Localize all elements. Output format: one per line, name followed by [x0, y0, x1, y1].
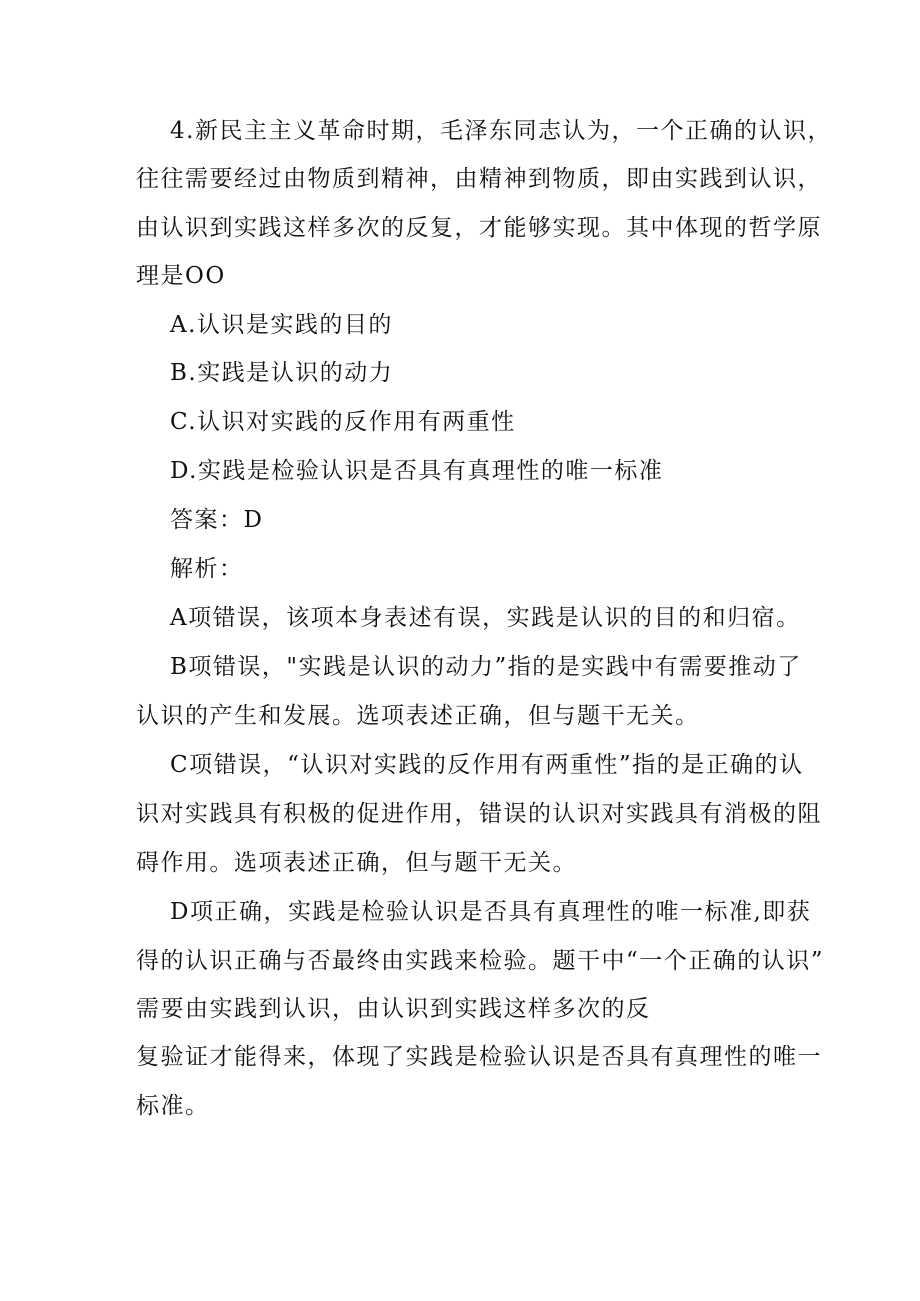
option-d: D.实践是检验认识是否具有真理性的唯一标准: [170, 458, 664, 484]
question-line-1: 4.新民主主义革命时期，毛泽东同志认为，一个正确的认识，: [170, 118, 832, 144]
analysis-c-line-3: 碍作用。选项表述正确，但与题干无关。: [136, 850, 577, 876]
option-b: B.实践是认识的动力: [170, 360, 394, 386]
analysis-d-line-3: 需要由实践到认识，由认识到实践这样多次的反: [136, 996, 651, 1022]
option-a: A.认识是实践的目的: [170, 312, 393, 338]
analysis-d-line-4: 复验证才能得来，体现了实践是检验认识是否具有真理性的唯一: [136, 1044, 822, 1070]
analysis-c-line-2: 识对实践具有积极的促进作用，错误的认识对实践具有消极的阻: [136, 801, 822, 827]
analysis-b-line-1: B项错误，"实践是认识的动力”指的是实践中有需要推动了: [170, 654, 802, 680]
analysis-d-line-5: 标准。: [136, 1093, 210, 1119]
question-line-4: 理是OO: [136, 263, 226, 289]
analysis-label: 解析：: [170, 556, 244, 582]
answer: 答案：D: [170, 507, 264, 533]
question-line-2: 往往需要经过由物质到精神，由精神到物质，即由实践到认识，: [136, 166, 822, 192]
analysis-d-line-2: 得的认识正确与否最终由实践来检验。题干中“一个正确的认识”: [136, 948, 825, 974]
analysis-c-line-1: C项错误，“认识对实践的反作用有两重性”指的是正确的认: [170, 752, 804, 778]
question-line-3: 由认识到实践这样多次的反复，才能够实现。其中体现的哲学原: [136, 215, 822, 241]
option-c: C.认识对实践的反作用有两重性: [170, 409, 516, 435]
analysis-b-line-2: 认识的产生和发展。选项表述正确，但与题干无关。: [136, 703, 700, 729]
analysis-d-line-1: D项正确，实践是检验认识是否具有真理性的唯一标准,即获: [170, 899, 812, 925]
analysis-a-line-1: A项错误，该项本身表述有误，实践是认识的目的和归宿。: [170, 605, 801, 631]
